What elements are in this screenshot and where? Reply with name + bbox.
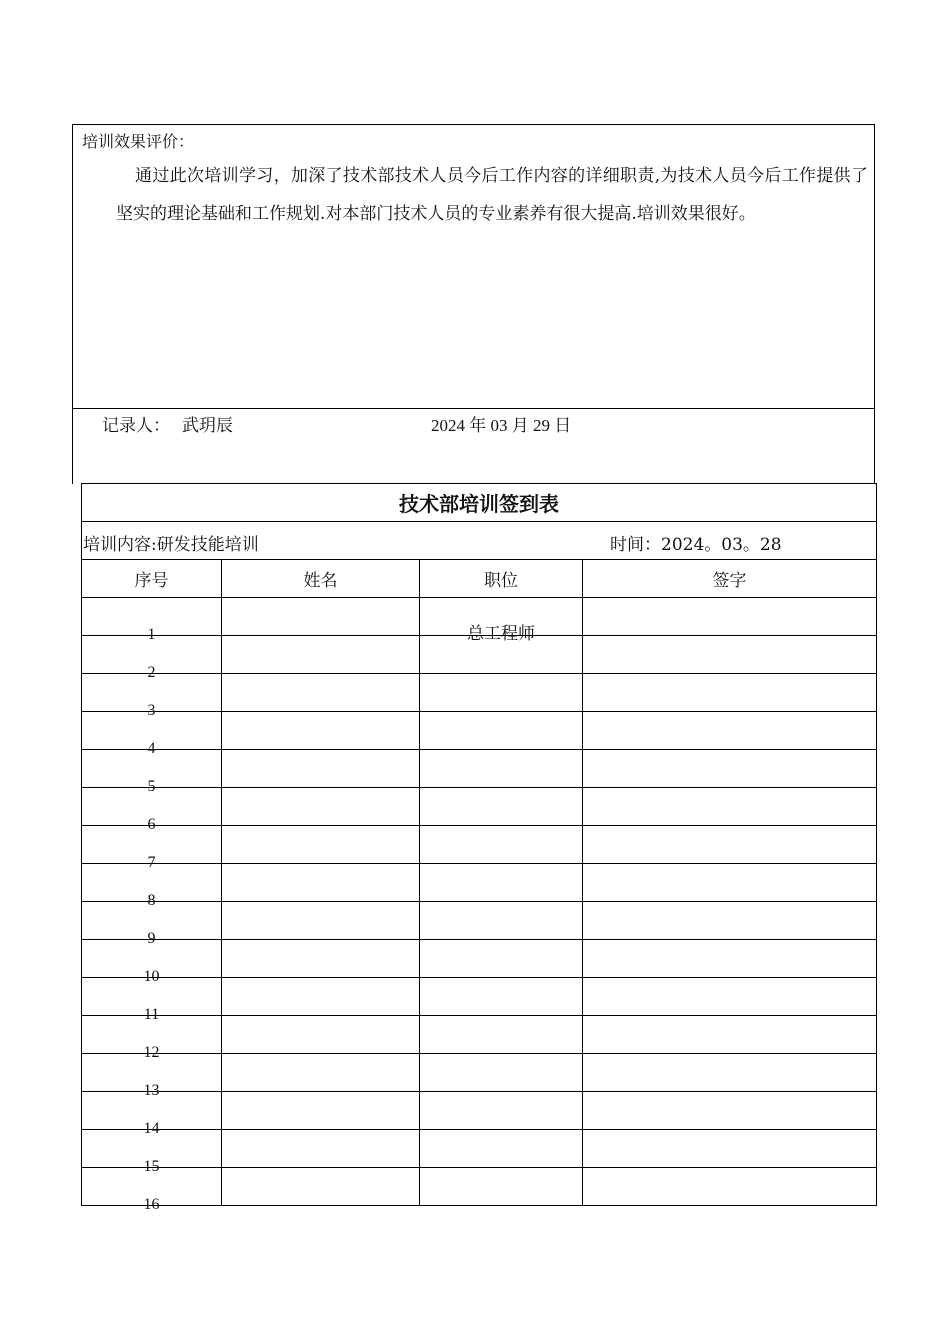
position-cell[interactable] [420,1054,583,1092]
name-cell[interactable] [222,902,420,940]
header-no: 序号 [82,560,222,598]
name-cell[interactable] [222,864,420,902]
signature-cell[interactable] [583,750,877,788]
header-position: 职位 [420,560,583,598]
signin-title: 技术部培训签到表 [82,484,877,522]
table-row [82,940,877,978]
table-row [82,864,877,902]
position-cell[interactable] [420,1130,583,1168]
name-cell[interactable] [222,978,420,1016]
signature-cell[interactable] [583,1054,877,1092]
signature-cell[interactable] [583,1130,877,1168]
table-row [82,978,877,1016]
record-date: 2024 年 03 月 29 日 [431,416,572,435]
table-row [82,1168,877,1206]
name-cell[interactable] [222,1016,420,1054]
signature-cell[interactable] [583,864,877,902]
table-row [82,788,877,826]
position-cell[interactable] [420,864,583,902]
header-name: 姓名 [222,560,420,598]
row-number-text: 3 [147,702,156,719]
row-number-text: 10 [143,968,160,985]
row-number-text: 16 [143,1196,160,1213]
position-cell[interactable] [420,750,583,788]
evaluation-text: 通过此次培训学习，加深了技术部技术人员今后工作内容的详细职责,为技术人员今后工作提供了坚实的理论基础和工作规划.对本部门技术人员的专业素养有很大提高.培训效果很好。 [116,166,868,224]
signature-cell[interactable] [583,1168,877,1206]
signature-cell[interactable] [583,902,877,940]
name-cell[interactable] [222,1168,420,1206]
position-cell[interactable] [420,712,583,750]
signature-cell[interactable] [583,978,877,1016]
name-cell[interactable] [222,674,420,712]
row-number-text: 2 [147,664,156,681]
position-cell[interactable] [420,978,583,1016]
position-cell[interactable] [420,598,583,644]
training-time: 时间：2024。03。28 [610,535,782,555]
table-row [82,750,877,788]
position-cell-text: 总工程师 [467,624,535,644]
name-cell[interactable] [222,636,420,674]
signature-cell[interactable] [583,674,877,712]
recorder-name: 武玥辰 [182,416,233,436]
row-number-text: 9 [147,930,156,947]
position-cell[interactable] [420,826,583,864]
name-cell[interactable] [222,598,420,636]
name-cell[interactable] [222,788,420,826]
signature-cell[interactable] [583,826,877,864]
header-sign: 签字 [583,560,877,598]
position-cell[interactable] [420,1092,583,1130]
signature-cell[interactable] [583,712,877,750]
table-row [82,1016,877,1054]
row-number-text: 11 [143,1006,160,1023]
position-cell[interactable] [420,940,583,978]
row-number-text: 6 [147,816,156,833]
row-number-text: 4 [147,740,156,757]
table-row [82,674,877,712]
signin-table [81,483,877,1213]
row-number-text: 12 [143,1044,160,1061]
name-cell[interactable] [222,1092,420,1130]
row-number-text: 1 [147,626,156,643]
signature-cell[interactable] [583,940,877,978]
recorder-label: 记录人： [102,416,170,436]
evaluation-section [72,124,875,408]
signin-rows [82,598,877,1213]
signature-cell[interactable] [583,1016,877,1054]
position-cell[interactable] [420,674,583,712]
row-number-text: 14 [143,1120,160,1137]
row-number-text: 5 [147,778,156,795]
name-cell[interactable] [222,750,420,788]
name-cell[interactable] [222,826,420,864]
position-cell[interactable] [420,902,583,940]
signature-cell[interactable] [583,788,877,826]
position-cell[interactable] [420,1168,583,1206]
table-row [82,712,877,750]
record-section [72,408,875,484]
table-row [82,1130,877,1168]
signin-info-row [82,522,877,560]
evaluation-label: 培训效果评价： [82,132,195,151]
name-cell[interactable] [222,1130,420,1168]
table-row [82,1054,877,1092]
signin-header-row [82,560,877,598]
position-cell[interactable] [420,788,583,826]
row-number-text: 8 [147,892,156,909]
row-number-text: 15 [143,1158,160,1175]
training-content: 培训内容:研发技能培训 [83,535,259,555]
name-cell[interactable] [222,712,420,750]
table-row [82,1092,877,1130]
row-number [82,598,222,643]
signature-cell[interactable] [583,598,877,636]
signature-cell[interactable] [583,636,877,674]
signature-cell[interactable] [583,1092,877,1130]
table-row [82,598,877,636]
name-cell[interactable] [222,1054,420,1092]
table-row [82,902,877,940]
table-row [82,826,877,864]
name-cell[interactable] [222,940,420,978]
row-number-text: 13 [143,1082,160,1099]
position-cell[interactable] [420,1016,583,1054]
row-number-text: 7 [147,854,156,871]
